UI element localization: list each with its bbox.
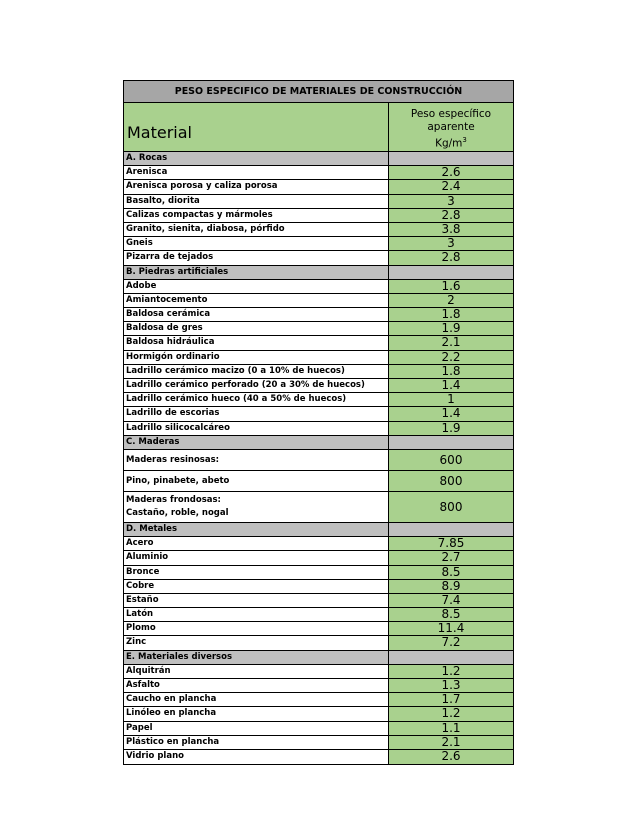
material-weight: 1.7 — [389, 693, 513, 706]
material-name: Pino, pinabete, abeto — [124, 471, 389, 491]
table-row — [124, 750, 513, 764]
table-row — [124, 251, 513, 265]
material-name: Vidrio plano — [124, 750, 389, 764]
material-name: Gneis — [124, 237, 389, 250]
section-label: B. Piedras artificiales — [124, 266, 389, 279]
table-row — [124, 379, 513, 393]
material-name: Pizarra de tejados — [124, 251, 389, 264]
material-weight: 2.1 — [389, 736, 513, 749]
materials-table — [123, 80, 514, 765]
material-weight: 1.6 — [389, 280, 513, 293]
material-name: Alquitrán — [124, 665, 389, 678]
material-name: Ladrillo de escorias — [124, 407, 389, 420]
material-name: Ladrillo cerámico macizo (0 a 10% de huecos) — [124, 365, 389, 378]
material-weight: 2.1 — [389, 336, 513, 349]
section-header-row — [124, 266, 513, 280]
table-row — [124, 223, 513, 237]
table-row — [124, 679, 513, 693]
material-weight: 1.3 — [389, 679, 513, 692]
material-name: Latón — [124, 608, 389, 621]
table-row — [124, 407, 513, 421]
material-name: Ladrillo silicocalcáreo — [124, 422, 389, 435]
material-name: Linóleo en plancha — [124, 707, 389, 720]
table-row — [124, 237, 513, 251]
material-name: Baldosa de gres — [124, 322, 389, 335]
material-name: Maderas resinosas: — [124, 450, 389, 470]
material-name: Papel — [124, 722, 389, 735]
material-name-line1: Maderas frondosas: — [126, 494, 221, 505]
unit-superscript: 3 — [462, 136, 467, 144]
material-weight: 8.5 — [389, 566, 513, 579]
table-row — [124, 566, 513, 580]
table-row — [124, 693, 513, 707]
material-name: Asfalto — [124, 679, 389, 692]
material-weight: 3 — [389, 195, 513, 208]
table-row — [124, 450, 513, 471]
table-row — [124, 195, 513, 209]
material-name: Cobre — [124, 580, 389, 593]
material-name: Baldosa cerámica — [124, 308, 389, 321]
material-name: Basalto, diorita — [124, 195, 389, 208]
material-name: Calizas compactas y mármoles — [124, 209, 389, 222]
table-row — [124, 471, 513, 492]
section-value-empty — [389, 651, 513, 664]
material-weight: 1.2 — [389, 707, 513, 720]
material-weight: 1.4 — [389, 379, 513, 392]
table-row — [124, 665, 513, 679]
material-weight: 2.6 — [389, 166, 513, 179]
section-header-row — [124, 436, 513, 450]
material-column-header: Material — [124, 103, 389, 151]
material-weight: 600 — [389, 450, 513, 470]
material-weight: 2.7 — [389, 551, 513, 564]
material-weight: 1.9 — [389, 422, 513, 435]
material-weight: 800 — [389, 492, 513, 522]
material-weight: 2.8 — [389, 251, 513, 264]
section-label: C. Maderas — [124, 436, 389, 449]
table-row — [124, 336, 513, 350]
material-weight: 800 — [389, 471, 513, 491]
material-name: Plástico en plancha — [124, 736, 389, 749]
table-header — [124, 103, 513, 152]
material-weight: 8.5 — [389, 608, 513, 621]
table-row — [124, 537, 513, 551]
table-row — [124, 351, 513, 365]
table-row — [124, 492, 513, 523]
table-row — [124, 551, 513, 565]
material-name: Arenisca porosa y caliza porosa — [124, 180, 389, 193]
material-name: Amiantocemento — [124, 294, 389, 307]
table-title: PESO ESPECIFICO DE MATERIALES DE CONSTRUCCIÓN — [124, 81, 513, 103]
table-row — [124, 322, 513, 336]
table-row — [124, 622, 513, 636]
material-name — [124, 492, 389, 522]
material-name: Estaño — [124, 594, 389, 607]
section-value-empty — [389, 152, 513, 165]
material-weight: 1.8 — [389, 308, 513, 321]
material-weight: 2.8 — [389, 209, 513, 222]
weight-header-unit — [389, 134, 513, 151]
material-weight: 8.9 — [389, 580, 513, 593]
material-name: Aluminio — [124, 551, 389, 564]
material-name: Hormigón ordinario — [124, 351, 389, 364]
material-weight: 3.8 — [389, 223, 513, 236]
section-label: D. Metales — [124, 523, 389, 536]
material-weight: 1.9 — [389, 322, 513, 335]
table-row — [124, 294, 513, 308]
table-row — [124, 580, 513, 594]
material-weight: 3 — [389, 237, 513, 250]
table-row — [124, 636, 513, 650]
table-row — [124, 736, 513, 750]
table-row — [124, 166, 513, 180]
material-name-line2: Castaño, roble, nogal — [126, 507, 229, 518]
material-weight: 1.4 — [389, 407, 513, 420]
table-row — [124, 594, 513, 608]
material-name: Adobe — [124, 280, 389, 293]
section-header-row — [124, 651, 513, 665]
section-header-row — [124, 152, 513, 166]
material-name: Plomo — [124, 622, 389, 635]
unit-base: Kg/m — [435, 137, 463, 150]
section-header-row — [124, 523, 513, 537]
weight-column-header — [389, 103, 513, 151]
material-weight: 7.2 — [389, 636, 513, 649]
material-weight: 2.2 — [389, 351, 513, 364]
weight-header-line2: aparente — [427, 121, 475, 133]
material-weight: 7.4 — [389, 594, 513, 607]
section-value-empty — [389, 436, 513, 449]
material-weight: 2 — [389, 294, 513, 307]
material-name: Ladrillo cerámico hueco (40 a 50% de huecos) — [124, 393, 389, 406]
material-name: Granito, sienita, diabosa, pórfido — [124, 223, 389, 236]
material-weight: 11.4 — [389, 622, 513, 635]
section-value-empty — [389, 523, 513, 536]
material-name: Acero — [124, 537, 389, 550]
material-weight: 2.4 — [389, 180, 513, 193]
section-value-empty — [389, 266, 513, 279]
material-name: Zinc — [124, 636, 389, 649]
weight-header-line1: Peso específico — [410, 108, 492, 120]
table-row — [124, 707, 513, 721]
material-name: Baldosa hidráulica — [124, 336, 389, 349]
material-weight: 2.6 — [389, 750, 513, 764]
material-name: Bronce — [124, 566, 389, 579]
table-row — [124, 308, 513, 322]
table-row — [124, 608, 513, 622]
material-name: Arenisca — [124, 166, 389, 179]
table-row — [124, 422, 513, 436]
table-row — [124, 722, 513, 736]
material-name: Ladrillo cerámico perforado (20 a 30% de huecos) — [124, 379, 389, 392]
material-weight: 1.2 — [389, 665, 513, 678]
material-name: Caucho en plancha — [124, 693, 389, 706]
table-row — [124, 180, 513, 194]
material-weight: 7.85 — [389, 537, 513, 550]
table-body — [124, 152, 513, 764]
table-row — [124, 365, 513, 379]
section-label: E. Materiales diversos — [124, 651, 389, 664]
table-row — [124, 209, 513, 223]
table-row — [124, 280, 513, 294]
table-row — [124, 393, 513, 407]
section-label: A. Rocas — [124, 152, 389, 165]
material-weight: 1 — [389, 393, 513, 406]
material-weight: 1.1 — [389, 722, 513, 735]
material-weight: 1.8 — [389, 365, 513, 378]
